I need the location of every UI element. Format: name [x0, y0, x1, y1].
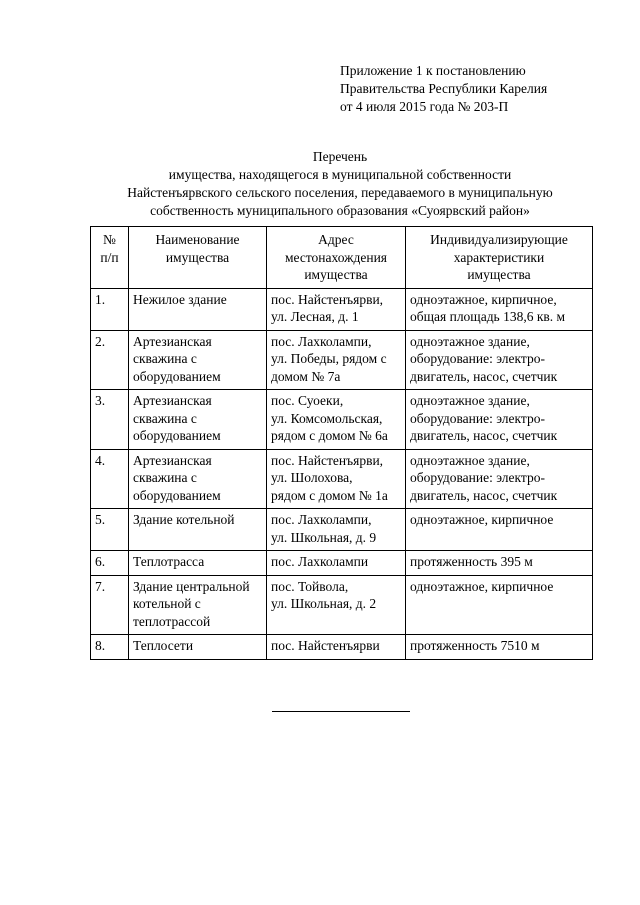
cell-line: скважина с — [133, 351, 197, 366]
cell-line: пос. Лахколампи, — [271, 333, 372, 349]
cell-line: Артезианская — [133, 393, 212, 408]
property-address-cell — [267, 330, 406, 390]
cell-line: ул. Комсомольская, — [271, 410, 383, 426]
cell-line: Нежилое здание — [133, 291, 227, 307]
title-line: Перечень — [312, 149, 368, 164]
cell-line: оборудованием — [133, 368, 221, 384]
property-name-cell — [129, 551, 267, 576]
cell-line: теплотрассой — [133, 613, 211, 629]
cell-line: пос. Суоеки, — [271, 393, 344, 408]
property-characteristics-cell — [406, 330, 593, 390]
cell-line: пос. Лахколампи, — [271, 512, 372, 527]
property-name-cell — [129, 635, 267, 660]
header-text: Индивидуализирующие — [430, 232, 568, 247]
property-address-cell — [267, 390, 406, 450]
cell-line: ул. Лесная, д. 1 — [271, 309, 359, 324]
property-name-cell — [129, 288, 267, 330]
table-body — [91, 288, 593, 659]
cell-line: Здание котельной — [133, 512, 235, 527]
property-characteristics-cell — [406, 575, 593, 635]
cell-line: пос. Найстенъярви, — [271, 452, 384, 468]
property-table — [90, 226, 593, 660]
property-address-cell — [267, 288, 406, 330]
separator-line — [272, 711, 410, 712]
cell-line: оборудование: электро- — [410, 410, 545, 426]
row-number: 3. — [91, 390, 129, 450]
cell-line: скважина с — [133, 470, 197, 485]
cell-line: рядом с домом № 1а — [271, 487, 388, 503]
cell-line: ул. Победы, рядом с — [271, 351, 387, 366]
cell-line: одноэтажное, кирпичное — [410, 578, 554, 594]
cell-line: общая площадь 138,6 кв. м — [410, 309, 566, 324]
table-row — [91, 288, 593, 330]
table-row — [91, 449, 593, 509]
property-address-cell — [267, 449, 406, 509]
cell-line: протяженность 7510 м — [410, 638, 540, 653]
row-number: 8. — [91, 635, 129, 660]
header-text: № — [103, 232, 116, 247]
property-name-cell — [129, 330, 267, 390]
row-number: 6. — [91, 551, 129, 576]
appendix-line: Правительства Республики Карелия — [340, 81, 548, 96]
table-row — [91, 509, 593, 551]
header-text: местонахождения — [284, 249, 388, 265]
row-number: 2. — [91, 330, 129, 390]
cell-line: ул. Школьная, д. 2 — [271, 596, 377, 611]
table-header-row — [91, 227, 593, 289]
property-address-cell — [267, 551, 406, 576]
property-characteristics-cell — [406, 288, 593, 330]
property-characteristics-cell — [406, 390, 593, 450]
cell-line: пос. Лахколампи — [271, 554, 369, 569]
header-text: имущества — [467, 267, 531, 282]
header-address — [267, 227, 406, 289]
appendix-line: Приложение 1 к постановлению — [340, 63, 526, 78]
header-characteristics — [406, 227, 593, 289]
cell-line: пос. Найстенъярви, — [271, 291, 384, 307]
cell-line: двигатель, насос, счетчик — [410, 487, 558, 503]
table-row — [91, 575, 593, 635]
row-number: 4. — [91, 449, 129, 509]
header-text: имущества — [165, 249, 230, 265]
property-name-cell — [129, 575, 267, 635]
property-name-cell — [129, 449, 267, 509]
cell-line: двигатель, насос, счетчик — [410, 368, 558, 384]
header-text: Адрес — [318, 232, 354, 247]
property-characteristics-cell — [406, 551, 593, 576]
table-row — [91, 330, 593, 390]
header-name — [129, 227, 267, 289]
cell-line: оборудование: электро- — [410, 351, 545, 366]
header-text: имущества — [304, 267, 368, 282]
row-number: 5. — [91, 509, 129, 551]
table-row — [91, 635, 593, 660]
cell-line: одноэтажное, кирпичное, — [410, 291, 557, 307]
property-characteristics-cell — [406, 449, 593, 509]
cell-line: одноэтажное здание, — [410, 452, 530, 468]
property-name-cell — [129, 390, 267, 450]
cell-line: ул. Шолохова, — [271, 470, 353, 485]
table-row — [91, 551, 593, 576]
row-number: 7. — [91, 575, 129, 635]
header-text: Наименование — [155, 232, 240, 247]
cell-line: оборудованием — [133, 428, 221, 443]
table-row — [91, 390, 593, 450]
cell-line: двигатель, насос, счетчик — [410, 428, 558, 443]
property-characteristics-cell — [406, 509, 593, 551]
title-line: собственность муниципального образования «Суоярвский район» — [150, 203, 530, 218]
cell-line: скважина с — [133, 410, 197, 426]
header-text: характеристики — [453, 249, 545, 265]
cell-line: котельной с — [133, 596, 201, 611]
cell-line: одноэтажное здание, — [410, 333, 530, 349]
property-address-cell — [267, 509, 406, 551]
cell-line: ул. Школьная, д. 9 — [271, 529, 377, 545]
cell-line: Здание центральной — [133, 578, 250, 594]
appendix-line: от 4 июля 2015 года № 203-П — [340, 99, 509, 114]
cell-line: рядом с домом № 6а — [271, 428, 388, 443]
cell-line: Артезианская — [133, 333, 212, 349]
cell-line: Теплосети — [133, 638, 194, 653]
cell-line: домом № 7а — [271, 368, 341, 384]
cell-line: Артезианская — [133, 452, 212, 468]
title-line: имущества, находящегося в муниципальной собственности — [168, 167, 512, 182]
cell-line: протяженность 395 м — [410, 554, 533, 569]
cell-line: одноэтажное, кирпичное — [410, 512, 554, 527]
appendix-block — [340, 62, 630, 116]
header-text: п/п — [100, 249, 119, 265]
document-title — [90, 148, 590, 220]
property-name-cell — [129, 509, 267, 551]
property-address-cell — [267, 575, 406, 635]
header-number — [91, 227, 129, 289]
cell-line: Теплотрасса — [133, 554, 205, 569]
property-characteristics-cell — [406, 635, 593, 660]
cell-line: пос. Найстенъярви — [271, 638, 380, 653]
cell-line: одноэтажное здание, — [410, 393, 530, 408]
cell-line: пос. Тойвола, — [271, 578, 349, 594]
title-line: Найстенъярвского сельского поселения, передаваемого в муниципальную — [127, 185, 553, 200]
cell-line: оборудованием — [133, 487, 221, 503]
row-number: 1. — [91, 288, 129, 330]
property-address-cell — [267, 635, 406, 660]
cell-line: оборудование: электро- — [410, 470, 545, 485]
